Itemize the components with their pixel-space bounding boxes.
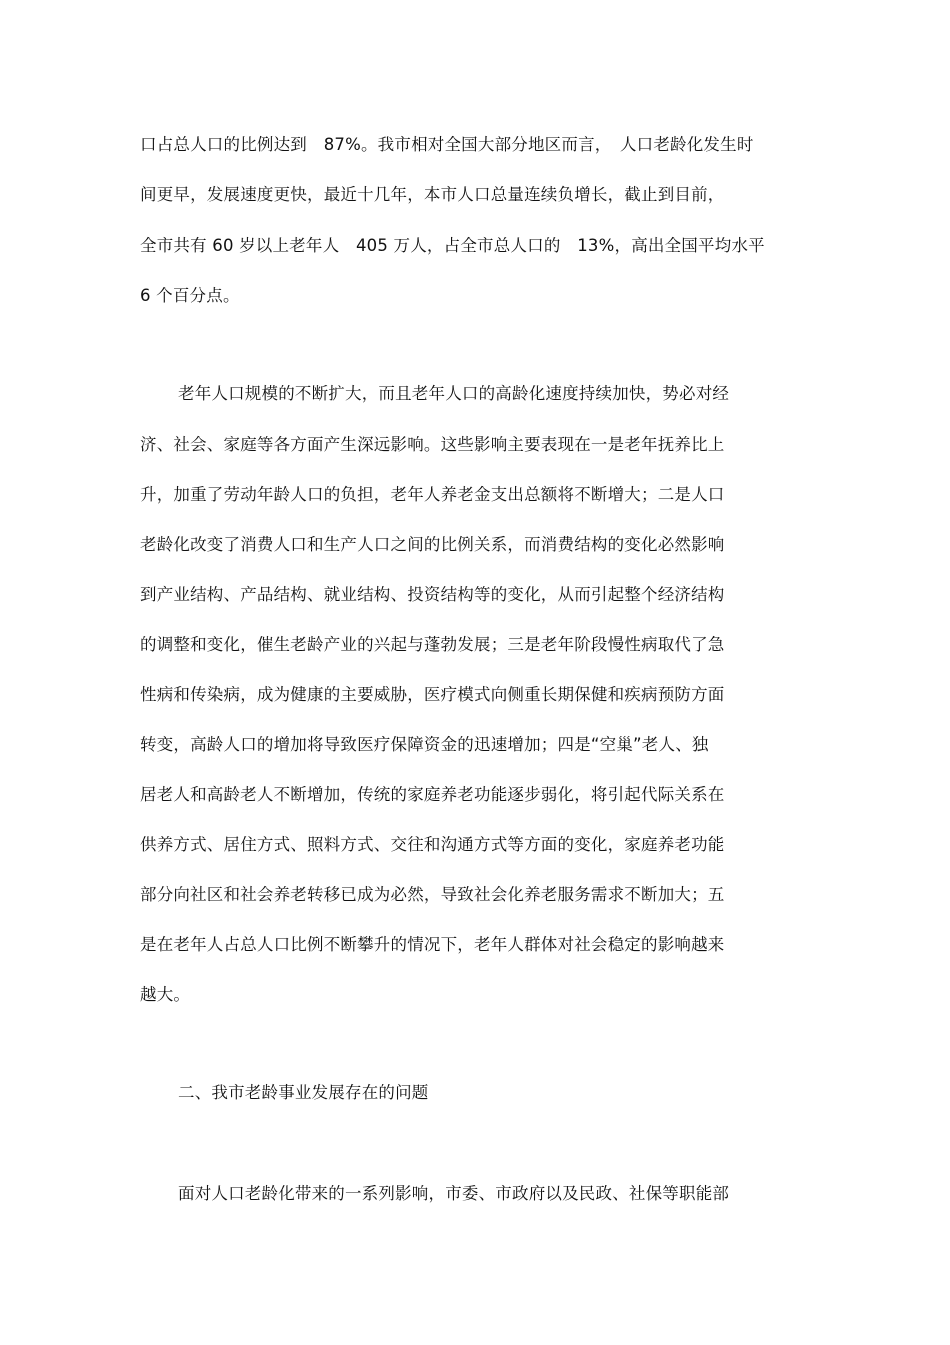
text-line: 是在老年人占总人口比例不断攀升的情况下，老年人群体对社会稳定的影响越来 bbox=[140, 935, 725, 954]
text-line: 老年人口规模的不断扩大，而且老年人口的高龄化速度持续加快，势必对经 bbox=[178, 384, 730, 403]
text-line: 越大。 bbox=[140, 985, 191, 1004]
text-line: 面对人口老龄化带来的一系列影响，市委、市政府以及民政、社保等职能部 bbox=[178, 1184, 730, 1203]
text-line: 6 个百分点。 bbox=[140, 286, 240, 305]
text-line: 部分向社区和社会养老转移已成为必然，导致社会化养老服务需求不断加大；五 bbox=[140, 885, 725, 904]
text-line: 到产业结构、产品结构、就业结构、投资结构等的变化，从而引起整个经济结构 bbox=[140, 585, 725, 604]
text-line: 的调整和变化，催生老龄产业的兴起与蓬勃发展；三是老年阶段慢性病取代了急 bbox=[140, 635, 725, 654]
text-line: 居老人和高龄老人不断增加，传统的家庭养老功能逐步弱化，将引起代际关系在 bbox=[140, 785, 725, 804]
text-line: 全市共有 60 岁以上老年人 405 万人，占全市总人口的 13%，高出全国平均水平 bbox=[140, 236, 765, 255]
text-line: 性病和传染病，成为健康的主要威胁，医疗模式向侧重长期保健和疾病预防方面 bbox=[140, 685, 725, 704]
text-line: 转变，高龄人口的增加将导致医疗保障资金的迅速增加；四是“空巢”老人、独 bbox=[140, 735, 709, 754]
text-line: 间更早，发展速度更快，最近十几年，本市人口总量连续负增长，截止到目前， bbox=[140, 185, 725, 204]
section-heading-text: 二、我市老龄事业发展存在的问题 bbox=[178, 1083, 429, 1102]
text-line: 老龄化改变了消费人口和生产人口之间的比例关系，而消费结构的变化必然影响 bbox=[140, 535, 725, 554]
text-line: 口占总人口的比例达到 87%。我市相对全国大部分地区而言， 人口老龄化发生时 bbox=[140, 135, 754, 154]
text-line: 升，加重了劳动年龄人口的负担，老年人养老金支出总额将不断增大；二是人口 bbox=[140, 485, 725, 504]
text-line: 济、社会、家庭等各方面产生深远影响。这些影响主要表现在一是老年抚养比上 bbox=[140, 435, 725, 454]
text-line: 供养方式、居住方式、照料方式、交往和沟通方式等方面的变化，家庭养老功能 bbox=[140, 835, 725, 854]
